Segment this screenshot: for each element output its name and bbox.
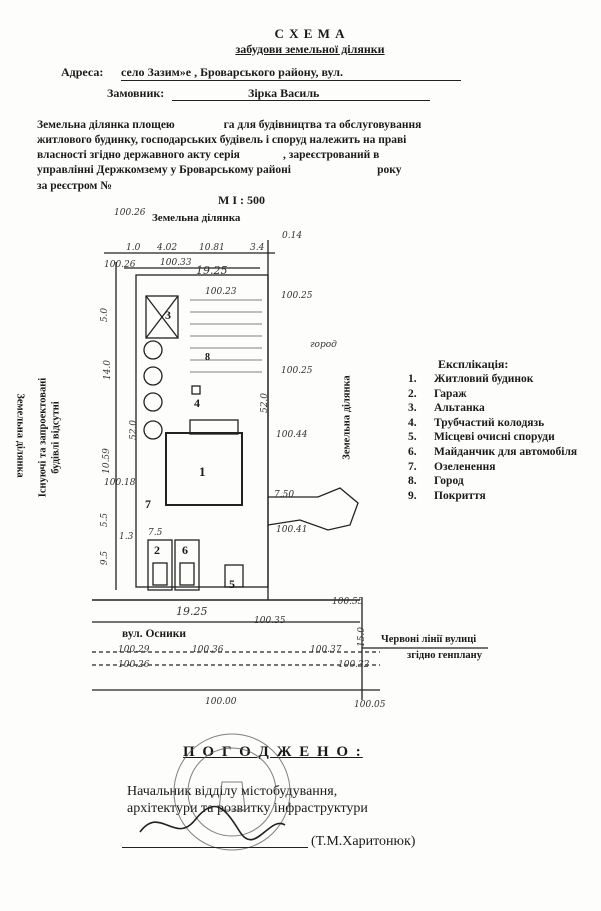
left-note-label-2: будівлі відсутні — [50, 401, 62, 474]
plan-num-2: 2 — [154, 543, 160, 557]
explication-item: 1. Житловий будинок — [408, 373, 534, 385]
left-note-label-1: Існуючі та запроектовані — [37, 377, 49, 498]
explication-item: 6. Майданчик для автомобіля — [408, 445, 578, 458]
elev-right-top: 100.25 — [281, 291, 313, 301]
page-title: С Х Е М А — [274, 26, 346, 41]
signer-name: (Т.М.Харитонюк) — [311, 834, 416, 849]
dim-length-right: 52.0 — [260, 392, 271, 414]
description-line-5: за реєстром № — [37, 180, 112, 192]
explication-title: Експлікація: — [438, 357, 509, 371]
explication-item: 9. Покриття — [408, 489, 486, 502]
dim-small-75: 7.5 — [148, 528, 163, 538]
approval-line-2: архітектури та розвитку інфраструктури — [127, 801, 368, 816]
elev-road-1: 100.29 — [118, 645, 150, 655]
elev-right-mid: 100.25 — [281, 366, 313, 376]
dim-top-2: 4.02 — [157, 243, 178, 253]
elev-top-mid: 100.33 — [160, 258, 192, 268]
plan-num-5: 5 — [229, 577, 235, 591]
explication-item: 2. Гараж — [408, 387, 467, 400]
approval-title: П О Г О Д Ж Е Н О : — [183, 744, 363, 760]
plan-num-8: 8 — [205, 352, 210, 363]
explication-item: 7. Озеленення — [408, 460, 496, 473]
plan-num-7: 7 — [145, 497, 151, 511]
elev-road-2: 100.36 — [192, 645, 224, 655]
explication-item: 5. Місцеві очисні споруди — [408, 431, 555, 444]
dim-road-15: 15.0 — [357, 626, 368, 648]
elev-top: 100.26 — [114, 208, 146, 218]
address-value: село Зазим»е , Броварського району, вул. — [121, 65, 461, 81]
approval-line-1: Начальник відділу містобудування, — [127, 784, 338, 799]
street-label: вул. Осники — [122, 628, 187, 640]
plan-num-4: 4 — [194, 396, 200, 410]
explication-item: 8. Город — [408, 475, 464, 488]
top-neighbor-label: Земельна ділянка — [152, 212, 241, 224]
elev-right-low: 100.41 — [276, 525, 308, 535]
description-line-1: Земельна ділянка площею га для будівництва та обслуговування — [37, 119, 422, 131]
elev-house-right: 100.44 — [276, 430, 308, 440]
dim-left-14: 14.0 — [103, 359, 114, 381]
explication-item: 4. Трубчастий колодязь — [408, 416, 545, 429]
address-label: Адреса: — [61, 65, 104, 79]
description-line-4: управлінні Держкомзему у Броварському районі року — [37, 164, 402, 176]
explication-list — [408, 372, 593, 503]
right-neighbor-label: Земельна ділянка — [341, 375, 353, 460]
customer-value: Зірка Василь — [248, 86, 320, 100]
dim-left-95: 9.5 — [100, 550, 111, 566]
description-line-3: власності згідно державного акту серія , зареєстрований в — [37, 149, 380, 161]
elev-corner-tl: 100.26 — [104, 260, 136, 270]
dim-top-4: 3.4 — [250, 243, 265, 253]
red-lines-label-1: Червоні лінії вулиці — [381, 634, 477, 645]
elev-left-mid: 100.18 — [104, 478, 136, 488]
dim-left-1059: 10.59 — [101, 448, 112, 474]
elev-road-7: 100.05 — [354, 700, 386, 710]
dim-small-13: 1.3 — [119, 532, 134, 542]
dim-left-5: 5.0 — [100, 307, 111, 323]
dim-length-inner: 52.0 — [129, 419, 140, 441]
customer-label: Замовник: — [107, 86, 165, 100]
description-line-2: житлового будинку, господарських будівель і споруд належить на праві — [37, 134, 407, 146]
elev-inner-top: 100.23 — [205, 287, 237, 297]
elev-street-right: 100.55 — [332, 597, 364, 607]
garage-2 — [148, 540, 172, 590]
dim-left-55: 5.5 — [100, 512, 111, 528]
dim-top-3: 10.81 — [199, 243, 225, 253]
left-neighbor-label: Земельна ділянка — [14, 393, 26, 478]
elev-street-mid: 100.35 — [254, 616, 286, 626]
scale-label: М І : 500 — [218, 193, 265, 207]
well-4 — [192, 386, 200, 394]
dim-right-750: 7.50 — [274, 490, 295, 500]
plan-num-6: 6 — [182, 543, 188, 557]
elev-corner-tr: 0.14 — [282, 231, 303, 241]
signature-line — [122, 847, 308, 848]
plan-num-1: 1 — [199, 464, 206, 479]
plan-num-3: 3 — [165, 308, 171, 322]
dim-top-1: 1.0 — [126, 243, 141, 253]
elev-road-5: 100.32 — [338, 660, 370, 670]
elev-road-3: 100.37 — [310, 645, 342, 655]
garden-label: город — [310, 340, 337, 350]
elev-road-4: 100.26 — [118, 660, 150, 670]
red-lines-label-2: згідно генплану — [407, 650, 482, 661]
page-subtitle: забудови земельної ділянки — [235, 42, 385, 56]
elev-road-6: 100.00 — [205, 697, 237, 707]
explication-item: 3. Альтанка — [408, 402, 485, 415]
dim-width-bottom: 19.25 — [176, 605, 208, 618]
dim-width-top: 19.25 — [196, 264, 228, 277]
